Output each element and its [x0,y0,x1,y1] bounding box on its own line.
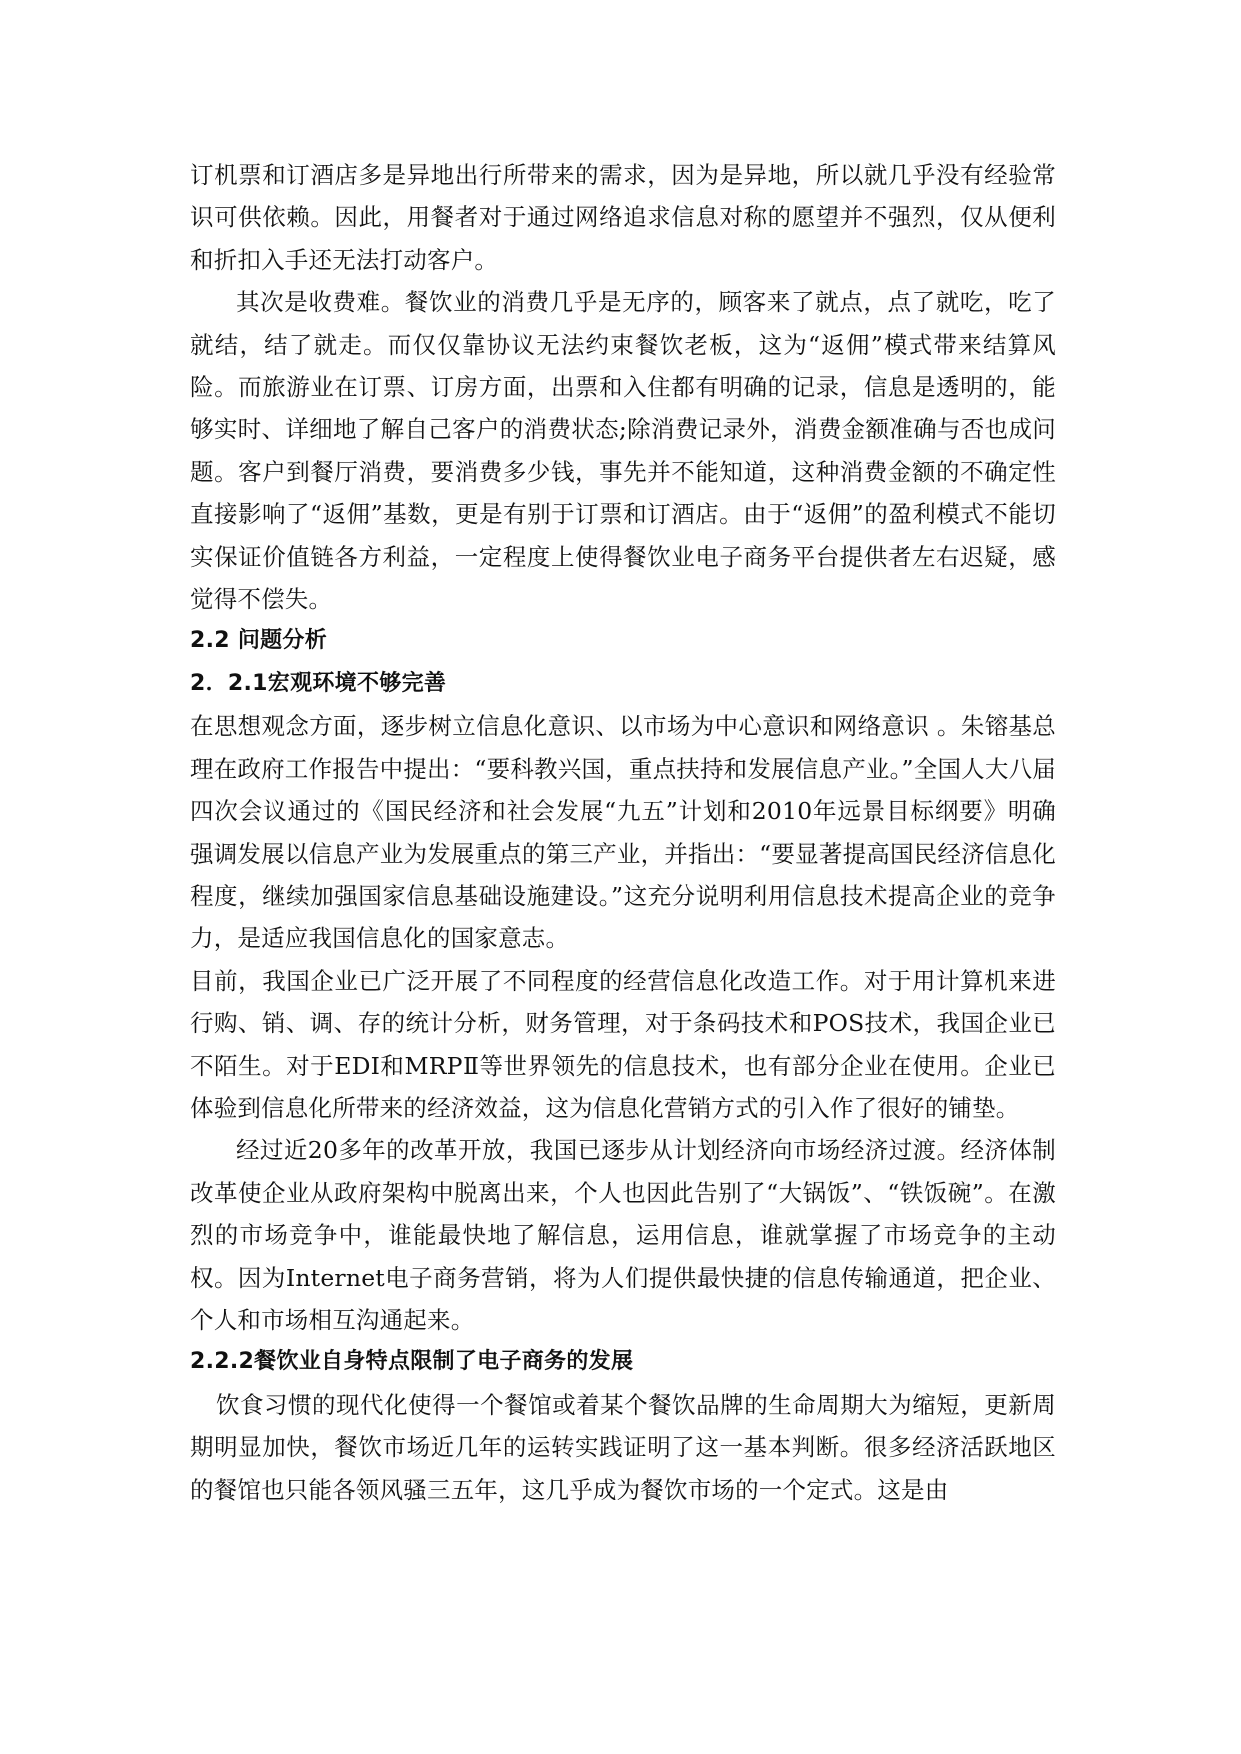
heading-problem-analysis: 2.2 问题分析 [190,628,328,654]
paragraph-enterprise-informatization: 目前，我国企业已广泛开展了不同程度的经营信息化改造工作。对于用计算机来进行购、销、调、存的统计分析，财务管理，对于条码技术和POS技术，我国企业已不陌生。对于EDI和MRPⅡ等世界领先的信息技术，也有部分企业在使用。企业已体验到信息化所带来的经济效益，这为信息化营销方式的引入作了很好的铺垫。 [190,966,1056,1122]
heading-macro-environment: 2．2.1宏观环境不够完善 [190,670,447,696]
paragraph-fee-collection: 其次是收费难。餐饮业的消费几乎是无序的，顾客来了就点，点了就吃，吃了就结，结了就走。而仅仅靠协议无法约束餐饮老板，这为“返佣”模式带来结算风险。而旅游业在订票、订房方面，出票和入住都有明确的记录，信息是透明的，能够实时、详细地了解自己客户的消费状态;除消费记录外，消费金额准确与否也成问题。客户到餐厅消费，要消费多少钱，事先并不能知道，这种消费金额的不确定性直接影响了“返佣”基数，更是有别于订票和订酒店。由于“返佣”的盈利模式不能切实保证价值链各方利益，一定程度上使得餐饮业电子商务平台提供者左右迟疑，感觉得不偿失。 [190,288,1056,614]
document-body [190,154,1056,1511]
paragraph-eating-habits: 饮食习惯的现代化使得一个餐馆或着某个餐饮品牌的生命周期大为缩短，更新周期明显加快，餐饮市场近几年的运转实践证明了这一基本判断。很多经济活跃地区的餐馆也只能各领风骚三五年，这几乎成为餐饮市场的一个定式。这是由 [190,1390,1056,1504]
paragraph-reform: 经过近20多年的改革开放，我国已逐步从计划经济向市场经济过渡。经济体制改革使企业从政府架构中脱离出来，个人也因此告别了“大锅饭”、“铁饭碗”。在激烈的市场竞争中，谁能最快地了解信息，运用信息，谁就掌握了市场竞争的主动权。因为Internet电子商务营销，将为人们提供最快捷的信息传输通道，把企业、个人和市场相互沟通起来。 [190,1136,1056,1334]
heading-catering-characteristics: 2.2.2餐饮业自身特点限制了电子商务的发展 [190,1349,634,1375]
paragraph-ideology: 在思想观念方面，逐步树立信息化意识、以市场为中心意识和网络意识 。朱镕基总理在政府工作报告中提出：“要科教兴国，重点扶持和发展信息产业。”全国人大八届四次会议通过的《国民经济和社会发展“九五”计划和2010年远景目标纲要》明确强调发展以信息产业为发展重点的第三产业，并指出：“要显著提高国民经济信息化程度，继续加强国家信息基础设施建设。”这充分说明利用信息技术提高企业的竞争力，是适应我国信息化的国家意志。 [190,712,1056,953]
paragraph-booking-demand: 订机票和订酒店多是异地出行所带来的需求，因为是异地，所以就几乎没有经验常识可供依赖。因此，用餐者对于通过网络追求信息对称的愿望并不强烈，仅从便利和折扣入手还无法打动客户。 [190,161,1056,274]
